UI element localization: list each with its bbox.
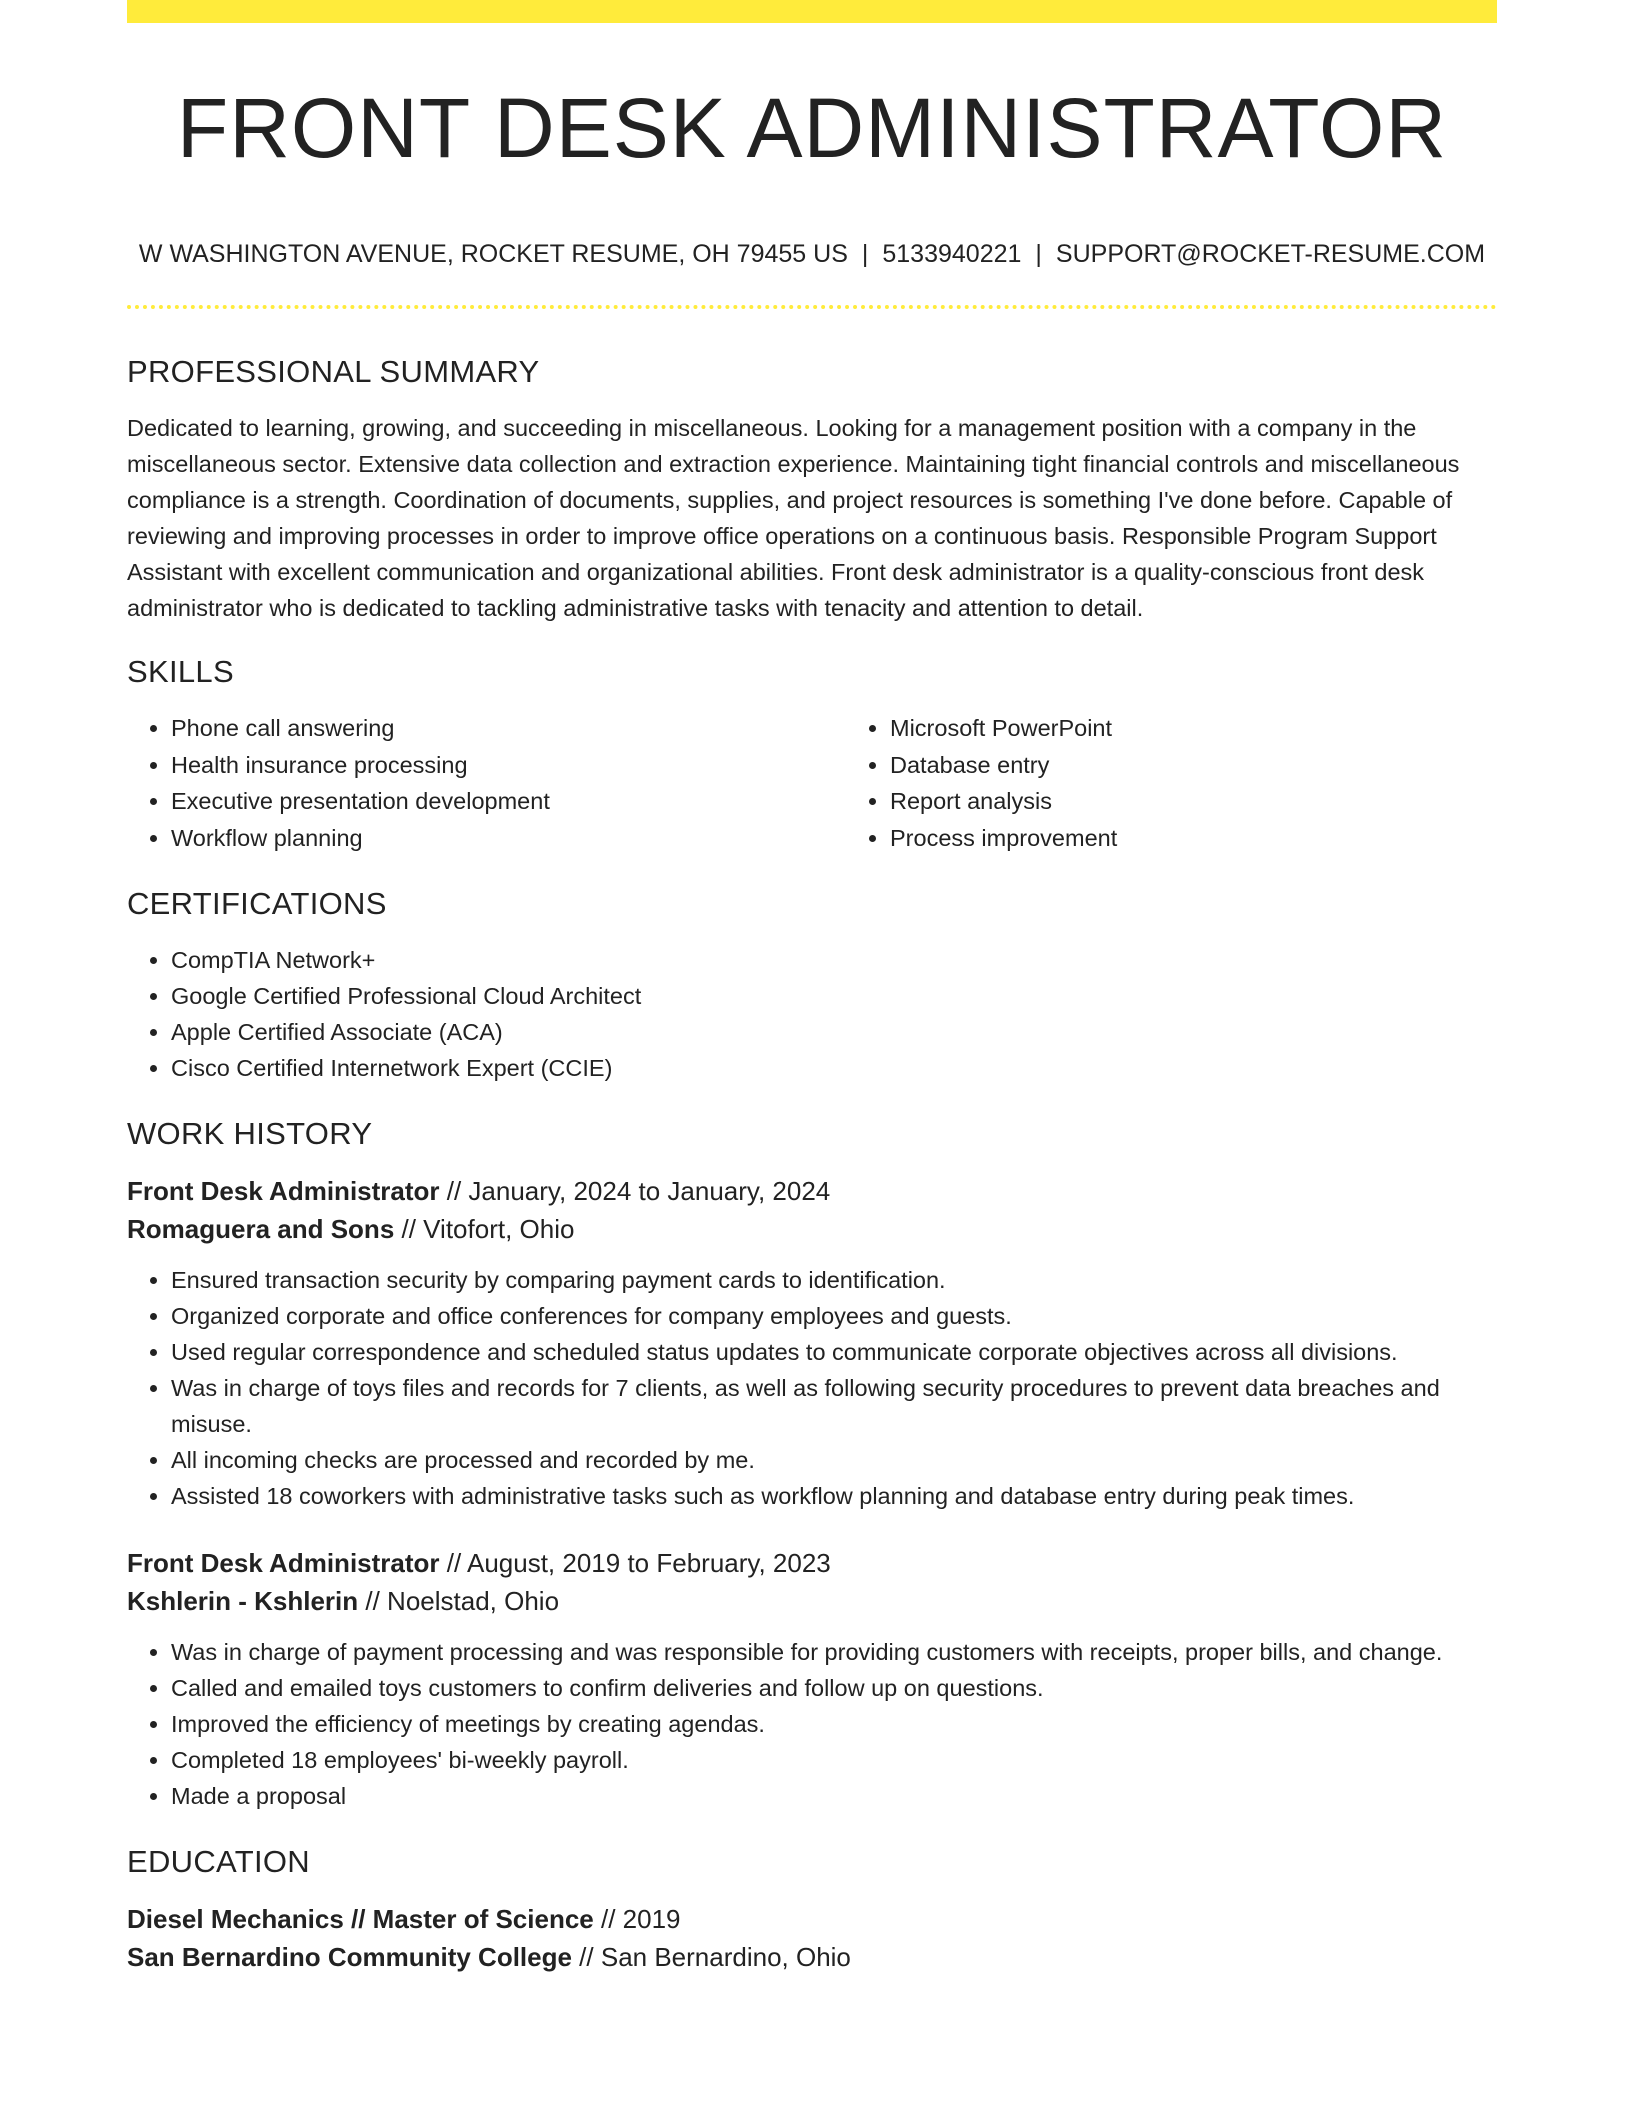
contact-line (127, 236, 1497, 272)
job-entry (127, 1544, 1497, 1814)
job-bullet: • Made a proposal (171, 1778, 1497, 1814)
skill-item: • Microsoft PowerPoint (890, 710, 1565, 747)
job-dates: // January, 2024 to January, 2024 (439, 1176, 831, 1206)
work-history-heading: WORK HISTORY (127, 1116, 373, 1151)
job-bullet: • Completed 18 employees' bi-weekly payroll. (171, 1742, 1497, 1778)
education-year: // 2019 (593, 1904, 681, 1934)
education-heading: EDUCATION (127, 1844, 310, 1879)
resume-name: FRONT DESK ADMINISTRATOR (176, 81, 1448, 175)
job-bullet: • Was in charge of toys files and records for 7 clients, as well as following security procedures to prevent data breaches and misuse. (171, 1370, 1497, 1442)
certifications-heading: CERTIFICATIONS (127, 886, 387, 921)
job-company-line (127, 1210, 1497, 1248)
job-bullet: • Used regular correspondence and scheduled status updates to communicate corporate objectives across all divisions. (171, 1334, 1497, 1370)
job-entry (127, 1172, 1497, 1514)
skill-item: • Process improvement (890, 820, 1565, 857)
job-bullet: • Called and emailed toys customers to confirm deliveries and follow up on questions. (171, 1670, 1497, 1706)
skills-list-right (846, 710, 1565, 856)
contact-address: W WASHINGTON AVENUE, ROCKET RESUME, OH 79455 US (138, 240, 848, 268)
certification-item: • Google Certified Professional Cloud Architect (171, 978, 1497, 1014)
contact-separator: | (861, 240, 869, 268)
job-title-line (127, 1172, 1497, 1210)
skills-grid (127, 710, 1497, 856)
skill-item: • Database entry (890, 747, 1565, 784)
job-bullet: • Was in charge of payment processing and was responsible for providing customers with receipts, proper bills, and change. (171, 1634, 1497, 1670)
summary-text: Dedicated to learning, growing, and succeeding in miscellaneous. Looking for a management position with a company in the miscellaneous sector. Extensive data collection and extraction experience. Maintaining tight financial controls and miscellaneous compliance is a strength. Coordination of documents, supplies, and project resources is something I've done before. Capable of reviewing and improving processes in order to improve office operations on a continuous basis. Responsible Program Support Assistant with excellent communication and organizational abilities. Front desk administrator is a quality-conscious front desk administrator who is dedicated to tackling administrative tasks with tenacity and attention to detail. (127, 415, 1460, 621)
skill-item: • Health insurance processing (171, 747, 846, 784)
certifications-list (127, 942, 1497, 1086)
skill-item: • Phone call answering (171, 710, 846, 747)
education-location: // San Bernardino, Ohio (571, 1942, 851, 1972)
job-title: Front Desk Administrator (127, 1176, 440, 1206)
summary-section (127, 350, 1497, 626)
education-degree: Diesel Mechanics // Master of Science (127, 1904, 594, 1934)
job-bullets (127, 1262, 1497, 1514)
job-title-line (127, 1544, 1497, 1582)
resume-content (127, 350, 1497, 1976)
contact-email: SUPPORT@ROCKET-RESUME.COM (1055, 240, 1486, 268)
job-company-line (127, 1582, 1497, 1620)
education-degree-line (127, 1900, 1497, 1938)
education-section (127, 1840, 1497, 1976)
education-school: San Bernardino Community College (127, 1942, 572, 1972)
skills-list-left (127, 710, 846, 856)
job-bullet: • Organized corporate and office conferences for company employees and guests. (171, 1298, 1497, 1334)
skill-item: • Workflow planning (171, 820, 846, 857)
skills-section (127, 650, 1497, 856)
job-location: // Noelstad, Ohio (358, 1586, 560, 1616)
top-accent-bar (127, 0, 1497, 23)
job-bullet: • Ensured transaction security by comparing payment cards to identification. (171, 1262, 1497, 1298)
skill-item: • Executive presentation development (171, 783, 846, 820)
job-company: Romaguera and Sons (127, 1214, 395, 1244)
certification-item: • Apple Certified Associate (ACA) (171, 1014, 1497, 1050)
job-company: Kshlerin - Kshlerin (127, 1586, 359, 1616)
work-history-section (127, 1112, 1497, 1814)
certification-item: • CompTIA Network+ (171, 942, 1497, 978)
skill-item: • Report analysis (890, 783, 1565, 820)
certifications-section (127, 882, 1497, 1086)
job-bullets (127, 1634, 1497, 1814)
contact-separator: | (1035, 240, 1042, 268)
education-school-line (127, 1938, 1497, 1976)
job-bullet: • Improved the efficiency of meetings by creating agendas. (171, 1706, 1497, 1742)
skills-heading: SKILLS (127, 654, 234, 689)
job-bullet: • Assisted 18 coworkers with administrative tasks such as workflow planning and database entry during peak times. (171, 1478, 1497, 1514)
job-location: // Vitofort, Ohio (394, 1214, 575, 1244)
job-dates: // August, 2019 to February, 2023 (439, 1548, 831, 1578)
job-title: Front Desk Administrator (127, 1548, 440, 1578)
contact-phone: 5133940221 (882, 240, 1022, 268)
certification-item: • Cisco Certified Internetwork Expert (CCIE) (171, 1050, 1497, 1086)
job-bullet: • All incoming checks are processed and recorded by me. (171, 1442, 1497, 1478)
header-divider (127, 305, 1497, 309)
summary-heading: PROFESSIONAL SUMMARY (127, 354, 540, 389)
